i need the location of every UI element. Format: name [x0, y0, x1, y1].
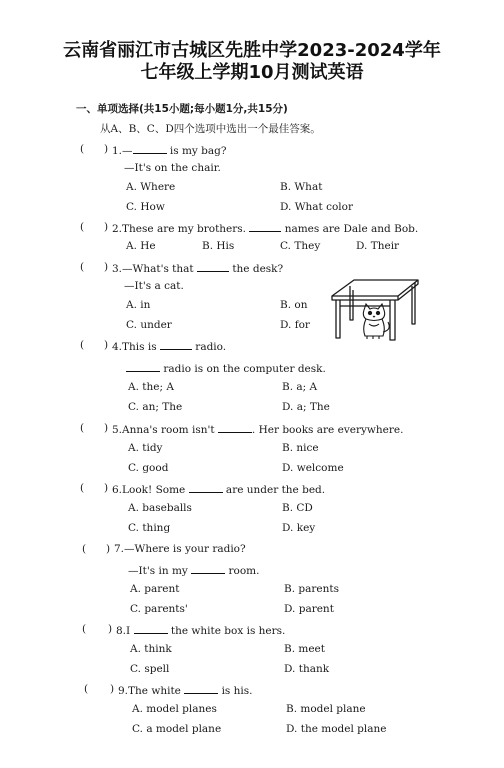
stem-text: the white box is hers.: [167, 625, 286, 637]
fill-blank: [184, 683, 218, 694]
option-b: B. on: [280, 299, 308, 311]
question-9-stem: [118, 683, 253, 698]
page-title: 云南省丽江市古城区先胜中学2023-2024学年: [63, 40, 441, 61]
question-3-stem: [112, 261, 283, 276]
option-a: A. the; A: [128, 381, 174, 393]
answer-paren-close: ): [108, 623, 113, 635]
question-4-line2: [126, 361, 326, 376]
stem-text: This is: [122, 341, 160, 353]
page-subtitle: 七年级上学期10月测试英语: [140, 62, 364, 83]
option-a: A. Where: [126, 181, 176, 193]
desk-leg: [390, 300, 395, 340]
fill-blank: [126, 361, 160, 372]
fill-blank: [249, 221, 281, 232]
answer-paren-close: ): [110, 683, 115, 695]
option-b: B. What: [280, 181, 323, 193]
answer-paren-close: ): [106, 543, 111, 555]
question-1-line2: —It's on the chair.: [124, 162, 221, 174]
fill-blank: [133, 143, 167, 154]
stem-text: —What's that: [122, 263, 197, 275]
question-number: 3.: [112, 263, 123, 275]
answer-paren-open: (: [80, 143, 85, 155]
option-a: A. baseballs: [128, 502, 192, 514]
stem-text: room.: [225, 565, 260, 577]
option-c: C. a model plane: [132, 723, 222, 735]
option-b: B. CD: [282, 502, 313, 514]
stem-text: is my bag?: [166, 145, 227, 157]
stem-text: —It's in my: [128, 565, 192, 577]
question-7-line2: [128, 563, 259, 578]
option-d: D. parent: [284, 603, 334, 615]
question-1-stem: [112, 143, 227, 158]
question-number: 9.: [118, 685, 129, 697]
option-d: D. welcome: [282, 462, 344, 474]
option-b: B. a; A: [282, 381, 318, 393]
option-c: C. How: [126, 201, 165, 213]
option-c: C. spell: [130, 663, 170, 675]
fill-blank: [197, 261, 229, 272]
fill-blank: [191, 563, 225, 574]
fill-blank: [160, 339, 192, 350]
question-number: 1.: [112, 145, 123, 157]
option-d: D. key: [282, 522, 316, 534]
fill-blank: [218, 422, 252, 433]
option-a: A. in: [126, 299, 151, 311]
answer-paren-close: ): [104, 261, 109, 273]
question-2-stem: [112, 221, 418, 236]
option-c: C. thing: [128, 522, 171, 534]
answer-paren-close: ): [104, 339, 109, 351]
answer-paren-open: (: [82, 623, 87, 635]
stem-text: These are my brothers.: [122, 223, 250, 235]
stem-text: The white: [128, 685, 185, 697]
question-number: 7.: [114, 543, 125, 555]
question-number: 4.: [112, 341, 123, 353]
option-b: B. model plane: [286, 703, 366, 715]
option-c: C. an; The: [128, 401, 183, 413]
section-instruction: 从A、B、C、D四个选项中选出一个最佳答案。: [100, 123, 321, 135]
option-d: D. the model plane: [286, 723, 387, 735]
question-5-stem: [112, 422, 403, 437]
question-6-stem: [112, 482, 325, 497]
option-a: A. model planes: [132, 703, 217, 715]
option-b: B. meet: [284, 643, 325, 655]
desk-leg: [336, 300, 340, 338]
option-a: A. tidy: [128, 442, 163, 454]
stem-text: the desk?: [228, 263, 284, 275]
option-d: D. Their: [356, 240, 400, 252]
answer-paren-close: ): [104, 482, 109, 494]
option-a: A. think: [130, 643, 172, 655]
desk-leg: [350, 286, 353, 320]
fill-blank: [134, 623, 168, 634]
fill-blank: [189, 482, 223, 493]
stem-text: are under the bed.: [222, 484, 326, 496]
answer-paren-open: (: [80, 261, 85, 273]
answer-paren-open: (: [82, 543, 87, 555]
option-d: D. for: [280, 319, 310, 331]
option-a: A. parent: [130, 583, 180, 595]
stem-text: —: [122, 145, 133, 157]
cat-icon: [363, 304, 389, 339]
answer-paren-close: ): [104, 221, 109, 233]
option-c: C. parents': [130, 603, 188, 615]
section-heading: 一、单项选择(共15小题;每小题1分,共15分): [76, 103, 288, 115]
stem-text: Look! Some: [122, 484, 189, 496]
question-4-stem: [112, 339, 226, 354]
option-d: D. a; The: [282, 401, 330, 413]
question-8-stem: [116, 623, 285, 638]
answer-paren-open: (: [80, 221, 85, 233]
question-number: 2.: [112, 223, 123, 235]
option-c: C. They: [280, 240, 321, 252]
question-number: 5.: [112, 424, 123, 436]
answer-paren-close: ): [104, 422, 109, 434]
stem-text: is his.: [218, 685, 253, 697]
answer-paren-open: (: [80, 422, 85, 434]
answer-paren-open: (: [84, 683, 89, 695]
stem-text: . Her books are everywhere.: [251, 424, 404, 436]
answer-paren-close: ): [104, 143, 109, 155]
option-d: D. thank: [284, 663, 330, 675]
option-d: D. What color: [280, 201, 353, 213]
question-number: 8.: [116, 625, 127, 637]
stem-text: radio.: [191, 341, 227, 353]
answer-paren-open: (: [80, 339, 85, 351]
option-b: B. His: [202, 240, 235, 252]
stem-text: names are Dale and Bob.: [281, 223, 419, 235]
stem-text: I: [126, 625, 134, 637]
answer-paren-open: (: [80, 482, 85, 494]
desk-cat-illustration: [328, 276, 422, 346]
question-number: 6.: [112, 484, 123, 496]
question-3-line2: —It's a cat.: [124, 280, 184, 292]
option-b: B. nice: [282, 442, 319, 454]
stem-text: Anna's room isn't: [122, 424, 218, 436]
question-7-stem: [114, 543, 246, 556]
option-b: B. parents: [284, 583, 339, 595]
option-c: C. under: [126, 319, 172, 331]
stem-text: —Where is your radio?: [124, 543, 246, 555]
option-a: A. He: [126, 240, 156, 252]
option-c: C. good: [128, 462, 169, 474]
stem-text: radio is on the computer desk.: [160, 363, 326, 375]
